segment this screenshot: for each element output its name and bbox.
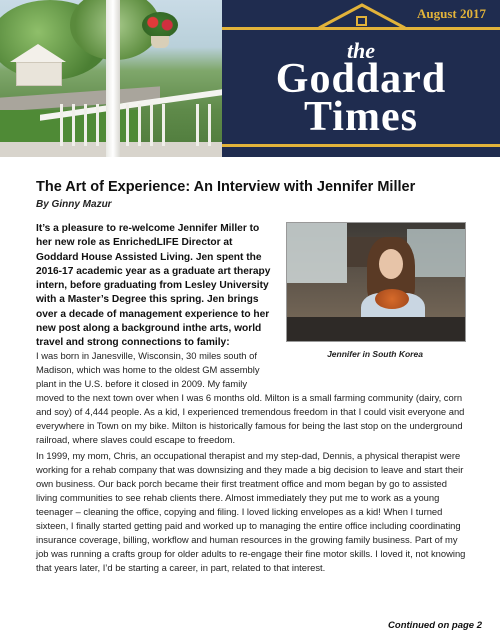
newsletter-title-goddard: Goddard bbox=[275, 56, 447, 102]
gold-stripe bbox=[222, 27, 500, 30]
article-intro: It’s a pleasure to re-welcome Jennifer Miller to her new role as EnrichedLIFE Director at Goddard House Assisted Living. Jen spent the 2016-17 academic year as a graduate art therapy intern, before graduating from Lesley University with a Master’s Degree this spring. Jen brings over a decade of management experience to her new post along a background inthe arts, world travel and strong connections to family: bbox=[36, 223, 271, 349]
house-roof-icon bbox=[317, 2, 407, 30]
masthead bbox=[0, 0, 500, 157]
baluster bbox=[150, 104, 153, 146]
road bbox=[0, 86, 160, 111]
baluster bbox=[138, 104, 141, 146]
table bbox=[287, 317, 465, 341]
baluster bbox=[72, 104, 75, 146]
jennifer-photo bbox=[286, 222, 466, 342]
hanging-flowers bbox=[142, 12, 178, 38]
porch-post bbox=[106, 0, 120, 157]
photo-caption: Jennifer in South Korea bbox=[327, 349, 423, 359]
issue-date: August 2017 bbox=[417, 6, 486, 21]
continued-note: Continued on page 2 bbox=[388, 620, 482, 631]
paragraph-1-rest: moved to the next town over when I was 6 months old. Milton is a small farming community (dairy, corn and soy) of 4,444 people. As a kid, I experienced tremendous freedom in that I could visit everyone and everywhere in Town on my bike. Milton is historically famous for being the last stop on the underground railroad, where slaves could escape to freedom. bbox=[36, 392, 465, 445]
baluster bbox=[196, 104, 199, 146]
baluster bbox=[162, 104, 165, 146]
person-face bbox=[379, 249, 403, 279]
gazebo bbox=[16, 62, 62, 86]
flower-pot bbox=[151, 36, 169, 48]
article-byline: By Ginny Mazur bbox=[36, 199, 112, 210]
porch-photo bbox=[0, 0, 222, 157]
food-bowl bbox=[375, 289, 409, 309]
baluster bbox=[126, 104, 129, 146]
gold-stripe-bottom bbox=[222, 144, 500, 147]
baluster bbox=[84, 104, 87, 146]
baluster bbox=[96, 104, 99, 146]
newsletter-title-times: Times bbox=[304, 94, 418, 140]
baluster bbox=[208, 104, 211, 146]
gazebo-roof bbox=[10, 44, 66, 62]
window bbox=[287, 223, 347, 283]
window bbox=[407, 229, 465, 277]
title-banner bbox=[222, 0, 500, 157]
paragraph-1-start: I was born in Janesville, Wisconsin, 30 miles south of Madison, which was home to the oldest GM assembly plant in the U.S. before it closed in 2009. My family bbox=[36, 350, 260, 389]
newsletter-title-the: the bbox=[346, 38, 376, 63]
baluster bbox=[60, 104, 63, 146]
article-headline: The Art of Experience: An Interview with Jennifer Miller bbox=[36, 179, 416, 195]
paragraph-2: In 1999, my mom, Chris, an occupational therapist and my step-dad, Dennis, a physical therapist were working for a rehab company that was downsizing and they made a big decision to leave and start their own business. Our back porch became their first treatment office and mom began by go to assisted living communities to see rehab clients there. Almost immediately they put me to work as a young teenager – cleaning the office, copying and filing. I loved licking envelopes as a kid! When I turned sixteen, I finally started getting paid and worked up to managing the entire office including coordinating insurance coverage, billing, workflow and human resources in the growing family business. Part of my job was running a crafts group for older adults to re-engage their fine motor skills. I loved it, not knowing that years later, I’d be starting a career, in part, related to that interest. bbox=[36, 450, 466, 573]
